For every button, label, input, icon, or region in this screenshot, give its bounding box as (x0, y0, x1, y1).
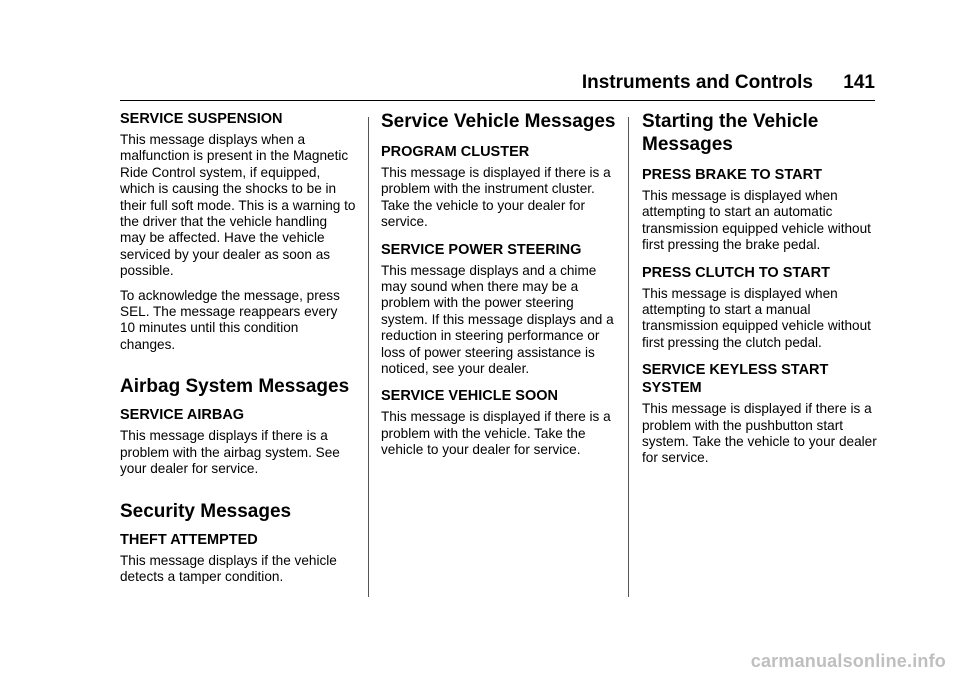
heading-service-suspension: SERVICE SUSPENSION (120, 111, 283, 127)
heading-service-vehicle-soon: SERVICE VEHICLE SOON (381, 388, 558, 405)
heading-program-cluster: PROGRAM CLUSTER (381, 144, 530, 160)
column-middle (381, 110, 617, 467)
paragraph-service-vehicle-soon: This message is displayed if there is a problem with the vehicle. Take the vehicle to your dealer for service. (381, 409, 611, 458)
heading-press-brake: PRESS BRAKE TO START (642, 167, 822, 183)
title-security-messages: Security Messages (120, 500, 292, 522)
heading-service-keyless-start: SERVICE KEYLESS START SYSTEM (642, 362, 829, 397)
paragraph-press-clutch: This message is displayed when attempting to start a manual transmission equipped vehicle without first pressing the clutch pedal. (642, 285, 871, 350)
title-starting-vehicle-messages: Starting the Vehicle Messages (642, 111, 819, 155)
heading-press-clutch: PRESS CLUTCH TO START (642, 264, 830, 281)
paragraph-service-power-steering: This message displays and a chime may sound when there may be a problem with the power steering system. If this message displays and a reduction in steering performance or loss of power steering assistance is noticed, see your dealer. (381, 262, 614, 377)
page-number: 141 (843, 72, 875, 93)
paragraph-service-suspension-1: This message displays when a malfunction is present in the Magnetic Ride Control system, if equipped, which is causing the shocks to be in their full soft mode. This is a warning to the driver that the vehicle handling may be affected. Have the vehicle serviced by your dealer as soon as possible. (120, 132, 356, 279)
paragraph-service-suspension-2: To acknowledge the message, press SEL. The message reappears every 10 minutes until this condition changes. (120, 287, 340, 352)
paragraph-theft-attempted: This message displays if the vehicle detects a tamper condition. (120, 552, 337, 584)
heading-service-airbag: SERVICE AIRBAG (120, 407, 245, 424)
paragraph-press-brake: This message is displayed when attempting to start an automatic transmission equipped vehicle without first pressing the brake pedal. (642, 188, 871, 253)
paragraph-service-airbag: This message displays if there is a problem with the airbag system. See your dealer for service. (120, 428, 340, 477)
paragraph-program-cluster: This message is displayed if there is a problem with the instrument cluster. Take the vehicle to your dealer for service. (381, 165, 611, 230)
column-divider-1 (368, 117, 369, 597)
heading-theft-attempted: THEFT ATTEMPTED (120, 531, 258, 548)
column-right (642, 110, 878, 475)
column-divider-2 (628, 117, 629, 597)
title-service-vehicle-messages: Service Vehicle Messages (381, 111, 616, 132)
column-left (120, 110, 356, 593)
page-header (120, 72, 875, 101)
title-airbag-messages: Airbag System Messages (120, 376, 350, 398)
paragraph-service-keyless-start: This message is displayed if there is a problem with the pushbutton start system. Take the vehicle to your dealer for service. (642, 401, 877, 466)
heading-service-power-steering: SERVICE POWER STEERING (381, 241, 582, 258)
section-title: Instruments and Controls (581, 72, 813, 93)
watermark: carmanualsonline.info (750, 651, 946, 671)
